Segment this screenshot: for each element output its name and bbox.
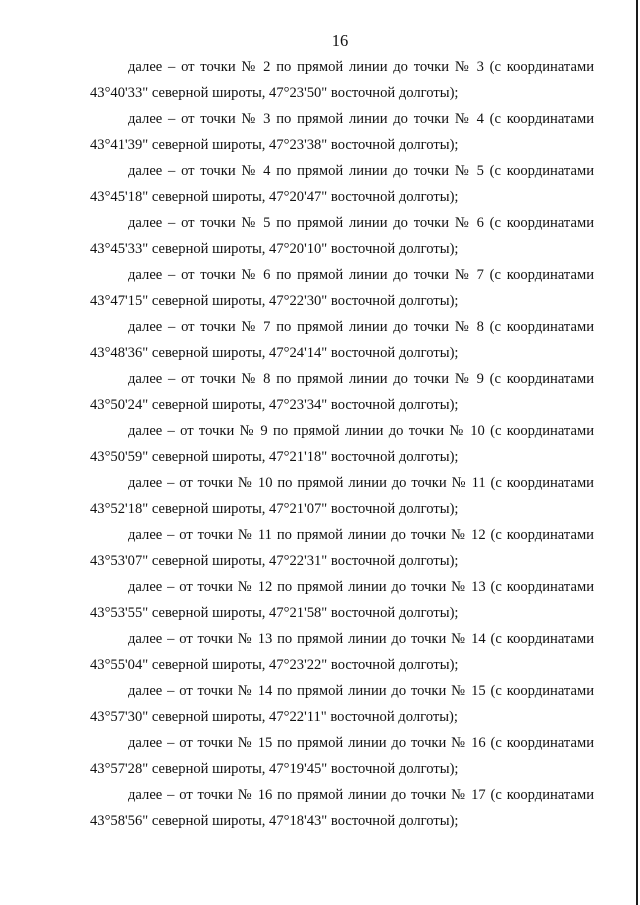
- document-body: [90, 54, 594, 834]
- page-edge-divider: [636, 0, 638, 905]
- paragraph: [90, 782, 594, 834]
- paragraph-line-1: далее – от точки № 7 по прямой линии до точки № 8 (с координатами: [128, 319, 594, 335]
- paragraph-line-2: 43°53'07" северной широты, 47°22'31" восточной долготы);: [90, 553, 459, 569]
- paragraph: [90, 626, 594, 678]
- paragraph-line-1: далее – от точки № 8 по прямой линии до точки № 9 (с координатами: [128, 371, 594, 387]
- paragraph: [90, 54, 594, 106]
- paragraph: [90, 210, 594, 262]
- paragraph: [90, 158, 594, 210]
- paragraph-line-1: далее – от точки № 14 по прямой линии до точки № 15 (с координатами: [128, 683, 594, 699]
- paragraph-line-1: далее – от точки № 3 по прямой линии до точки № 4 (с координатами: [128, 111, 594, 127]
- paragraph-line-1: далее – от точки № 12 по прямой линии до точки № 13 (с координатами: [128, 579, 594, 595]
- paragraph-line-1: далее – от точки № 5 по прямой линии до точки № 6 (с координатами: [128, 215, 594, 231]
- paragraph-line-2: 43°45'33" северной широты, 47°20'10" восточной долготы);: [90, 241, 459, 257]
- paragraph-line-1: далее – от точки № 15 по прямой линии до точки № 16 (с координатами: [128, 735, 594, 751]
- paragraph-line-2: 43°47'15" северной широты, 47°22'30" восточной долготы);: [90, 293, 459, 309]
- paragraph-line-2: 43°50'24" северной широты, 47°23'34" восточной долготы);: [90, 397, 459, 413]
- paragraph: [90, 418, 594, 470]
- paragraph-line-2: 43°50'59" северной широты, 47°21'18" восточной долготы);: [90, 449, 459, 465]
- paragraph-line-1: далее – от точки № 9 по прямой линии до точки № 10 (с координатами: [128, 423, 594, 439]
- paragraph: [90, 730, 594, 782]
- paragraph-line-1: далее – от точки № 11 по прямой линии до точки № 12 (с координатами: [128, 527, 594, 543]
- paragraph-line-2: 43°57'28" северной широты, 47°19'45" восточной долготы);: [90, 761, 459, 777]
- paragraph: [90, 522, 594, 574]
- paragraph-line-1: далее – от точки № 13 по прямой линии до точки № 14 (с координатами: [128, 631, 594, 647]
- paragraph-line-1: далее – от точки № 16 по прямой линии до точки № 17 (с координатами: [128, 787, 594, 803]
- paragraph: [90, 574, 594, 626]
- paragraph: [90, 470, 594, 522]
- paragraph-line-2: 43°52'18" северной широты, 47°21'07" восточной долготы);: [90, 501, 459, 517]
- page-number: 16: [331, 31, 349, 50]
- paragraph: [90, 678, 594, 730]
- paragraph-line-1: далее – от точки № 4 по прямой линии до точки № 5 (с координатами: [128, 163, 594, 179]
- paragraph-line-2: 43°45'18" северной широты, 47°20'47" восточной долготы);: [90, 189, 459, 205]
- paragraph: [90, 106, 594, 158]
- paragraph-line-2: 43°57'30" северной широты, 47°22'11" восточной долготы);: [90, 709, 458, 725]
- paragraph: [90, 262, 594, 314]
- paragraph-line-1: далее – от точки № 2 по прямой линии до точки № 3 (с координатами: [128, 59, 594, 75]
- paragraph: [90, 366, 594, 418]
- paragraph-line-2: 43°40'33" северной широты, 47°23'50" восточной долготы);: [90, 85, 459, 101]
- paragraph-line-2: 43°41'39" северной широты, 47°23'38" восточной долготы);: [90, 137, 459, 153]
- paragraph: [90, 314, 594, 366]
- paragraph-line-1: далее – от точки № 10 по прямой линии до точки № 11 (с координатами: [128, 475, 594, 491]
- paragraph-line-1: далее – от точки № 6 по прямой линии до точки № 7 (с координатами: [128, 267, 594, 283]
- paragraph-line-2: 43°53'55" северной широты, 47°21'58" восточной долготы);: [90, 605, 459, 621]
- paragraph-line-2: 43°55'04" северной широты, 47°23'22" восточной долготы);: [90, 657, 459, 673]
- paragraph-line-2: 43°48'36" северной широты, 47°24'14" восточной долготы);: [90, 345, 459, 361]
- paragraph-line-2: 43°58'56" северной широты, 47°18'43" восточной долготы);: [90, 813, 459, 829]
